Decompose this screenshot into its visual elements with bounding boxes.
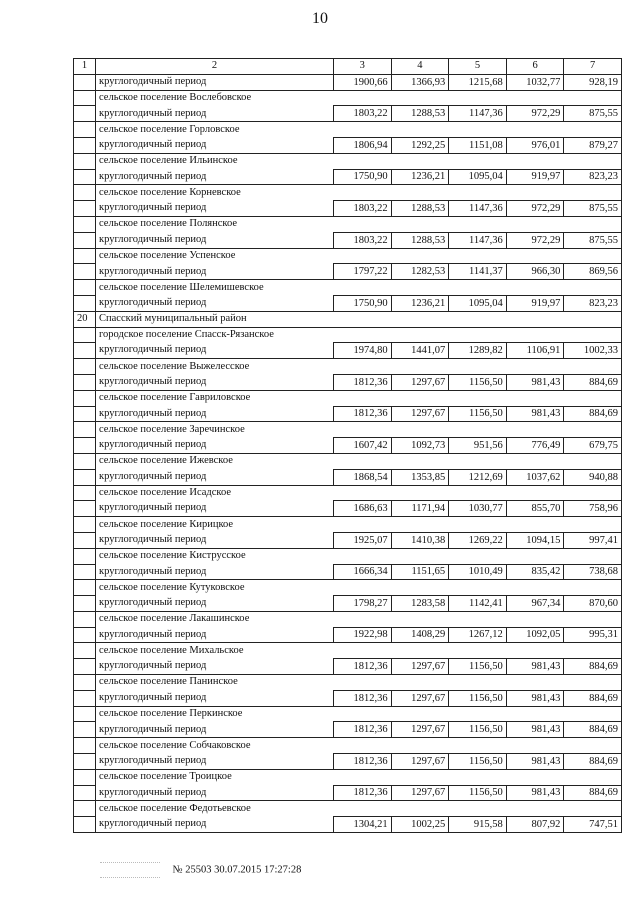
value-cell: 884,69: [564, 406, 622, 422]
index-cell: [74, 264, 96, 280]
settlement-name-row: [74, 801, 622, 817]
settlement-name: сельское поселение Полянское: [96, 216, 622, 232]
settlement-name: сельское поселение Кирицкое: [96, 517, 622, 533]
value-cell: 823,23: [564, 169, 622, 185]
value-cell: 1441,07: [391, 343, 449, 359]
value-cell: 981,43: [506, 406, 564, 422]
settlement-name: сельское поселение Горловское: [96, 122, 622, 138]
settlement-name-row: [74, 517, 622, 533]
table-row: [74, 74, 622, 90]
value-cell: 1151,65: [391, 564, 449, 580]
value-cell: 1002,33: [564, 343, 622, 359]
table-row: [74, 106, 622, 122]
value-cell: 1141,37: [449, 264, 507, 280]
period-label: круглогодичный период: [96, 659, 334, 675]
value-cell: 1283,58: [391, 596, 449, 612]
value-cell: 1750,90: [334, 169, 392, 185]
value-cell: 928,19: [564, 74, 622, 90]
value-cell: 1095,04: [449, 295, 507, 311]
table-row: [74, 785, 622, 801]
table-row: [74, 343, 622, 359]
header-cell: 6: [506, 59, 564, 75]
value-cell: 919,97: [506, 295, 564, 311]
value-cell: 972,29: [506, 232, 564, 248]
index-cell: [74, 738, 96, 754]
index-cell: [74, 580, 96, 596]
table-row: [74, 169, 622, 185]
index-cell: [74, 754, 96, 770]
value-cell: 1812,36: [334, 754, 392, 770]
value-cell: 884,69: [564, 690, 622, 706]
table-row: [74, 754, 622, 770]
table-row: [74, 722, 622, 738]
index-cell: [74, 532, 96, 548]
value-cell: 875,55: [564, 232, 622, 248]
index-cell: [74, 343, 96, 359]
table-row: [74, 596, 622, 612]
value-cell: 1410,38: [391, 532, 449, 548]
header-cell: 3: [334, 59, 392, 75]
value-cell: 1147,36: [449, 201, 507, 217]
table-row: [74, 690, 622, 706]
value-cell: 807,92: [506, 817, 564, 833]
value-cell: 1147,36: [449, 106, 507, 122]
value-cell: 967,34: [506, 596, 564, 612]
value-cell: 1236,21: [391, 169, 449, 185]
index-cell: [74, 216, 96, 232]
index-cell: [74, 453, 96, 469]
period-label: круглогодичный период: [96, 106, 334, 122]
value-cell: 1297,67: [391, 406, 449, 422]
value-cell: 1798,27: [334, 596, 392, 612]
value-cell: 995,31: [564, 627, 622, 643]
value-cell: 1297,67: [391, 374, 449, 390]
table-row: [74, 201, 622, 217]
index-cell: [74, 90, 96, 106]
value-cell: 1288,53: [391, 232, 449, 248]
footer-stamp: [100, 862, 301, 878]
value-cell: 1267,12: [449, 627, 507, 643]
value-cell: 1366,93: [391, 74, 449, 90]
value-cell: 940,88: [564, 469, 622, 485]
settlement-name: сельское поселение Федотьевское: [96, 801, 622, 817]
index-cell: [74, 122, 96, 138]
settlement-name: сельское поселение Вослебовское: [96, 90, 622, 106]
index-cell: [74, 690, 96, 706]
value-cell: 884,69: [564, 374, 622, 390]
settlement-name-row: [74, 185, 622, 201]
index-cell: [74, 169, 96, 185]
value-cell: 1092,73: [391, 438, 449, 454]
index-cell: [74, 106, 96, 122]
period-label: круглогодичный период: [96, 343, 334, 359]
value-cell: 972,29: [506, 201, 564, 217]
value-cell: 1812,36: [334, 406, 392, 422]
value-cell: 972,29: [506, 106, 564, 122]
index-cell: [74, 422, 96, 438]
index-cell: [74, 643, 96, 659]
value-cell: 915,58: [449, 817, 507, 833]
value-cell: 981,43: [506, 754, 564, 770]
value-cell: 1156,50: [449, 659, 507, 675]
settlement-name: сельское поселение Гавриловское: [96, 390, 622, 406]
index-cell: [74, 675, 96, 691]
table-row: [74, 295, 622, 311]
value-cell: 981,43: [506, 659, 564, 675]
district-number: 20: [74, 311, 96, 327]
value-cell: 1106,91: [506, 343, 564, 359]
header-cell: 2: [96, 59, 334, 75]
value-cell: 884,69: [564, 722, 622, 738]
value-cell: 997,41: [564, 532, 622, 548]
value-cell: 1922,98: [334, 627, 392, 643]
period-label: круглогодичный период: [96, 722, 334, 738]
district-row: [74, 311, 622, 327]
settlement-name: сельское поселение Исадское: [96, 485, 622, 501]
value-cell: 1288,53: [391, 201, 449, 217]
settlement-name-row: [74, 327, 622, 343]
settlement-name-row: [74, 706, 622, 722]
settlement-name: сельское поселение Михальское: [96, 643, 622, 659]
value-cell: 976,01: [506, 137, 564, 153]
header-cell: 4: [391, 59, 449, 75]
settlement-name-row: [74, 122, 622, 138]
settlement-name-row: [74, 216, 622, 232]
index-cell: [74, 611, 96, 627]
index-cell: [74, 153, 96, 169]
value-cell: 1812,36: [334, 785, 392, 801]
value-cell: 884,69: [564, 785, 622, 801]
index-cell: [74, 232, 96, 248]
settlement-name: сельское поселение Выжелесское: [96, 359, 622, 375]
value-cell: 1803,22: [334, 106, 392, 122]
value-cell: 1750,90: [334, 295, 392, 311]
value-cell: 1289,82: [449, 343, 507, 359]
value-cell: 1095,04: [449, 169, 507, 185]
period-label: круглогодичный период: [96, 406, 334, 422]
value-cell: 1666,34: [334, 564, 392, 580]
value-cell: 981,43: [506, 785, 564, 801]
period-label: круглогодичный период: [96, 169, 334, 185]
value-cell: 1156,50: [449, 754, 507, 770]
value-cell: 1037,62: [506, 469, 564, 485]
value-cell: 1925,07: [334, 532, 392, 548]
settlement-name-row: [74, 738, 622, 754]
index-cell: [74, 374, 96, 390]
index-cell: [74, 706, 96, 722]
index-cell: [74, 517, 96, 533]
value-cell: 1156,50: [449, 722, 507, 738]
registration-stamp-mark: [100, 862, 160, 878]
settlement-name-row: [74, 90, 622, 106]
index-cell: [74, 280, 96, 296]
tariff-table: [73, 58, 622, 833]
settlement-name: городское поселение Спасск-Рязанское: [96, 327, 622, 343]
value-cell: 776,49: [506, 438, 564, 454]
settlement-name-row: [74, 153, 622, 169]
value-cell: 1010,49: [449, 564, 507, 580]
settlement-name-row: [74, 422, 622, 438]
value-cell: 835,42: [506, 564, 564, 580]
index-cell: [74, 564, 96, 580]
document-number: № 25503 30.07.2015 17:27:28: [172, 864, 302, 876]
period-label: круглогодичный период: [96, 564, 334, 580]
value-cell: 1156,50: [449, 690, 507, 706]
value-cell: 1297,67: [391, 722, 449, 738]
header-cell: 7: [564, 59, 622, 75]
value-cell: 1812,36: [334, 690, 392, 706]
value-cell: 747,51: [564, 817, 622, 833]
period-label: круглогодичный период: [96, 690, 334, 706]
period-label: круглогодичный период: [96, 469, 334, 485]
value-cell: 1297,67: [391, 785, 449, 801]
index-cell: [74, 295, 96, 311]
value-cell: 1297,67: [391, 690, 449, 706]
table-row: [74, 264, 622, 280]
value-cell: 1151,08: [449, 137, 507, 153]
period-label: круглогодичный период: [96, 295, 334, 311]
value-cell: 1812,36: [334, 659, 392, 675]
value-cell: 981,43: [506, 374, 564, 390]
settlement-name: сельское поселение Заречинское: [96, 422, 622, 438]
index-cell: [74, 817, 96, 833]
period-label: круглогодичный период: [96, 137, 334, 153]
settlement-name-row: [74, 248, 622, 264]
header-cell: 1: [74, 59, 96, 75]
value-cell: 823,23: [564, 295, 622, 311]
value-cell: 1353,85: [391, 469, 449, 485]
index-cell: [74, 185, 96, 201]
period-label: круглогодичный период: [96, 596, 334, 612]
settlement-name-row: [74, 548, 622, 564]
index-cell: [74, 201, 96, 217]
value-cell: 1297,67: [391, 659, 449, 675]
index-cell: [74, 801, 96, 817]
index-cell: [74, 627, 96, 643]
value-cell: 1292,25: [391, 137, 449, 153]
settlement-name: сельское поселение Шелемишевское: [96, 280, 622, 296]
index-cell: [74, 248, 96, 264]
index-cell: [74, 469, 96, 485]
index-cell: [74, 501, 96, 517]
settlement-name: сельское поселение Собчаковское: [96, 738, 622, 754]
period-label: круглогодичный период: [96, 785, 334, 801]
table-row: [74, 532, 622, 548]
value-cell: 1812,36: [334, 374, 392, 390]
table-row: [74, 406, 622, 422]
value-cell: 1803,22: [334, 201, 392, 217]
value-cell: 1156,50: [449, 406, 507, 422]
period-label: круглогодичный период: [96, 754, 334, 770]
value-cell: 884,69: [564, 754, 622, 770]
value-cell: 1215,68: [449, 74, 507, 90]
period-label: круглогодичный период: [96, 532, 334, 548]
value-cell: 1147,36: [449, 232, 507, 248]
index-cell: [74, 785, 96, 801]
value-cell: 869,56: [564, 264, 622, 280]
index-cell: [74, 438, 96, 454]
value-cell: 1212,69: [449, 469, 507, 485]
value-cell: 1686,63: [334, 501, 392, 517]
value-cell: 1092,05: [506, 627, 564, 643]
index-cell: [74, 359, 96, 375]
header-row: [74, 59, 622, 75]
value-cell: 1803,22: [334, 232, 392, 248]
value-cell: 1806,94: [334, 137, 392, 153]
table-row: [74, 438, 622, 454]
table-row: [74, 659, 622, 675]
value-cell: 1607,42: [334, 438, 392, 454]
value-cell: 879,27: [564, 137, 622, 153]
table-row: [74, 232, 622, 248]
index-cell: [74, 769, 96, 785]
value-cell: 1797,22: [334, 264, 392, 280]
index-cell: [74, 327, 96, 343]
settlement-name: сельское поселение Киструсское: [96, 548, 622, 564]
table-row: [74, 564, 622, 580]
settlement-name-row: [74, 580, 622, 596]
value-cell: 981,43: [506, 690, 564, 706]
settlement-name: сельское поселение Ижевское: [96, 453, 622, 469]
value-cell: 1156,50: [449, 374, 507, 390]
settlement-name-row: [74, 390, 622, 406]
index-cell: [74, 722, 96, 738]
table-row: [74, 374, 622, 390]
index-cell: [74, 596, 96, 612]
header-cell: 5: [449, 59, 507, 75]
value-cell: 1974,80: [334, 343, 392, 359]
table-row: [74, 137, 622, 153]
value-cell: 1297,67: [391, 754, 449, 770]
settlement-name-row: [74, 769, 622, 785]
table-row: [74, 501, 622, 517]
settlement-name-row: [74, 675, 622, 691]
value-cell: 1408,29: [391, 627, 449, 643]
value-cell: 1900,66: [334, 74, 392, 90]
value-cell: 919,97: [506, 169, 564, 185]
settlement-name: сельское поселение Троицкое: [96, 769, 622, 785]
index-cell: [74, 659, 96, 675]
period-label: круглогодичный период: [96, 74, 334, 90]
value-cell: 884,69: [564, 659, 622, 675]
value-cell: 758,96: [564, 501, 622, 517]
period-label: круглогодичный период: [96, 438, 334, 454]
value-cell: 738,68: [564, 564, 622, 580]
table-row: [74, 817, 622, 833]
value-cell: 1171,94: [391, 501, 449, 517]
settlement-name-row: [74, 643, 622, 659]
settlement-name-row: [74, 611, 622, 627]
value-cell: 679,75: [564, 438, 622, 454]
settlement-name: сельское поселение Ильинское: [96, 153, 622, 169]
value-cell: 1094,15: [506, 532, 564, 548]
settlement-name: сельское поселение Лакашинское: [96, 611, 622, 627]
index-cell: [74, 390, 96, 406]
value-cell: 1236,21: [391, 295, 449, 311]
index-cell: [74, 74, 96, 90]
index-cell: [74, 548, 96, 564]
value-cell: 870,60: [564, 596, 622, 612]
index-cell: [74, 137, 96, 153]
index-cell: [74, 406, 96, 422]
value-cell: 1304,21: [334, 817, 392, 833]
value-cell: 855,70: [506, 501, 564, 517]
period-label: круглогодичный период: [96, 374, 334, 390]
value-cell: 1002,25: [391, 817, 449, 833]
table-row: [74, 627, 622, 643]
value-cell: 1030,77: [449, 501, 507, 517]
period-label: круглогодичный период: [96, 627, 334, 643]
value-cell: 1812,36: [334, 722, 392, 738]
value-cell: 1868,54: [334, 469, 392, 485]
period-label: круглогодичный период: [96, 264, 334, 280]
value-cell: 1032,77: [506, 74, 564, 90]
settlement-name-row: [74, 485, 622, 501]
period-label: круглогодичный период: [96, 817, 334, 833]
settlement-name-row: [74, 280, 622, 296]
settlement-name: сельское поселение Панинское: [96, 675, 622, 691]
settlement-name: сельское поселение Корневское: [96, 185, 622, 201]
settlement-name: сельское поселение Кутуковское: [96, 580, 622, 596]
value-cell: 1142,41: [449, 596, 507, 612]
value-cell: 875,55: [564, 201, 622, 217]
value-cell: 1156,50: [449, 785, 507, 801]
settlement-name: сельское поселение Перкинское: [96, 706, 622, 722]
index-cell: [74, 485, 96, 501]
value-cell: 1282,53: [391, 264, 449, 280]
district-name: Спасский муниципальный район: [96, 311, 622, 327]
settlement-name: сельское поселение Успенское: [96, 248, 622, 264]
value-cell: 1288,53: [391, 106, 449, 122]
period-label: круглогодичный период: [96, 232, 334, 248]
value-cell: 981,43: [506, 722, 564, 738]
value-cell: 951,56: [449, 438, 507, 454]
settlement-name-row: [74, 453, 622, 469]
value-cell: 1269,22: [449, 532, 507, 548]
period-label: круглогодичный период: [96, 201, 334, 217]
settlement-name-row: [74, 359, 622, 375]
table-row: [74, 469, 622, 485]
value-cell: 875,55: [564, 106, 622, 122]
period-label: круглогодичный период: [96, 501, 334, 517]
page-number: 10: [312, 10, 328, 27]
value-cell: 966,30: [506, 264, 564, 280]
